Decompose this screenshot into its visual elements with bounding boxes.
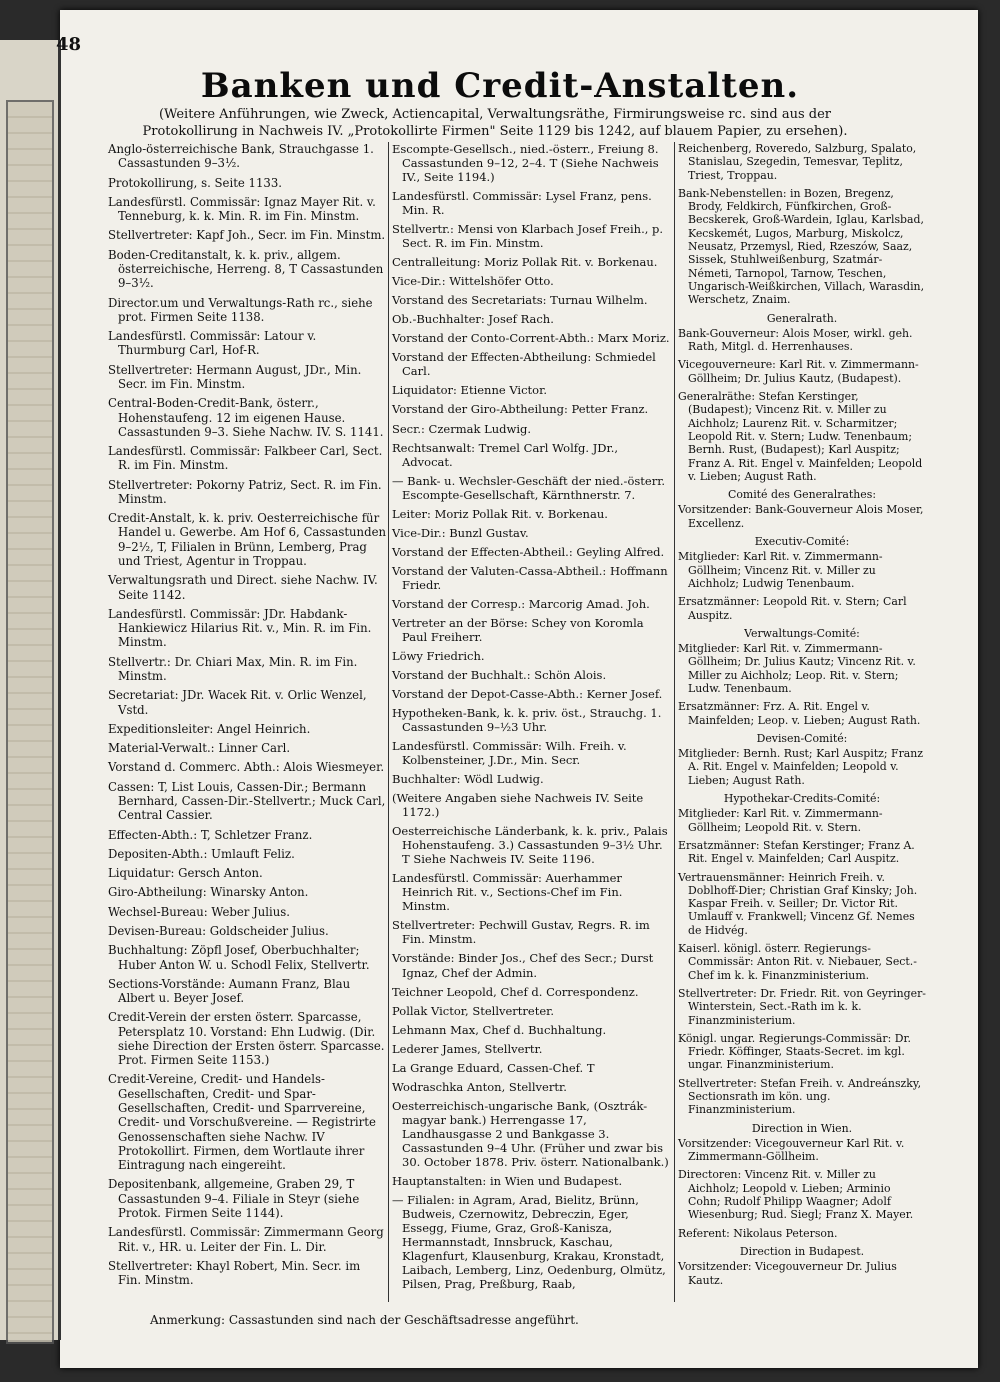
- entry-text: Vorstand d. Commerc. Abth.: Alois Wiesmeyer.: [108, 760, 385, 775]
- entry-text: Cassen: T, List Louis, Cassen-Dir.; Bermann Bernhard, Cassen-Dir.-Stellvertr.; Muck Carl, Central Cassier.: [108, 779, 386, 823]
- entry-text: Credit-Vereine, Credit- und Handels-Gesellschaften, Credit- und Spar-Gesellschaften, Credit- und Sparrvereine, Credit- und Vorschußvereine. — Registrirte Genossenschaften siehe Nachw. IV Protokollirt. Firmen, dem Wortlaute ihrer Eintragung nach eingereiht.: [108, 1072, 376, 1173]
- entry-text: Löwy Friedrich.: [392, 648, 485, 663]
- entry-text: Vorstand der Conto-Corrent-Abth.: Marx Moriz.: [392, 331, 670, 346]
- entry-text: Vorstand der Buchhalt.: Schön Alois.: [392, 667, 607, 682]
- entry-text: Rechtsanwalt: Tremel Carl Wolfg. JDr., Advocat.: [392, 440, 619, 469]
- page-title: Banken und Credit-Anstalten.: [200, 66, 800, 106]
- entry-text: Director.um und Verwaltungs-Rath rc., siehe prot. Firmen Seite 1138.: [108, 295, 373, 324]
- entry-text: Königl. ungar. Regierungs-Commissär: Dr. Friedr. Köffinger, Staats-Secret. im kgl. ungar. Finanzministerium.: [678, 1031, 911, 1072]
- entry-text: Stellvertreter: Kapf Joh., Secr. im Fin. Minstm.: [108, 228, 386, 243]
- entry-text: Teichner Leopold, Chef d. Correspondenz.: [392, 984, 639, 999]
- entry-text: Generalrath.: [766, 311, 838, 325]
- entry-text: Vorsitzender: Bank-Gouverneur Alois Moser, Excellenz.: [678, 503, 924, 530]
- entry-text: Liquidator: Etienne Victor.: [392, 383, 547, 398]
- entry-text: Vorstand des Secretariats: Turnau Wilhelm.: [392, 293, 648, 308]
- entry-text: Landesfürstl. Commissär: Wilh. Freih. v. Kolbensteiner, J.Dr., Min. Secr.: [392, 739, 627, 768]
- entry-text: Stellvertr.: Dr. Chiari Max, Min. R. im Fin. Minstm.: [108, 654, 358, 683]
- entry-text: Verwaltungs-Comité:: [744, 626, 860, 640]
- entry-text: Giro-Abtheilung: Winarsky Anton.: [108, 885, 309, 900]
- entry-text: — Bank- u. Wechsler-Geschäft der nied.-österr. Escompte-Gesellschaft, Kärnthnerstr. 7.: [392, 473, 666, 502]
- page-number: 48: [56, 34, 82, 55]
- entry-text: Pollak Victor, Stellvertreter.: [392, 1003, 555, 1018]
- entry-text: Protokollirung, s. Seite 1133.: [108, 175, 282, 190]
- column-divider: [388, 142, 389, 1302]
- entry-text: Vorstand der Corresp.: Marcorig Amad. Joh.: [392, 596, 650, 611]
- entry-text: Ersatzmänner: Frz. A. Rit. Engel v. Mainfelden; Leop. v. Lieben; August Rath.: [678, 700, 921, 727]
- entry-text: Vorsitzender: Vicegouverneur Karl Rit. v. Zimmermann-Göllheim.: [678, 1136, 905, 1164]
- entry-text: Depositen-Abth.: Umlauft Feliz.: [108, 846, 295, 861]
- column-left: [108, 142, 386, 1292]
- entry-text: Executiv-Comité:: [754, 535, 850, 549]
- entry-text: Direction in Wien.: [751, 1121, 853, 1135]
- column-divider: [674, 142, 675, 1302]
- entry-text: Landesfürstl. Commissär: Falkbeer Carl, Sect. R. im Fin. Minstm.: [108, 444, 383, 473]
- entry-text: Landesfürstl. Commissär: Ignaz Mayer Rit. v. Tenneburg, k. k. Min. R. im Fin. Minstm.: [108, 194, 376, 224]
- entry-text: Vertreter an der Börse: Schey von Koromla Paul Freiherr.: [392, 615, 644, 644]
- entry-text: Central-Boden-Credit-Bank, österr., Hohenstaufeng. 12 im eigenen Hause. Cassastunden 9–3. Siehe Nachw. IV. S. 1141.: [108, 396, 384, 439]
- entry-text: Mitglieder: Bernh. Rust; Karl Auspitz; Franz A. Rit. Engel v. Mainfelden; Leopold v. Lieben; August Rath.: [678, 747, 924, 787]
- entry-text: Vorstände: Binder Jos., Chef des Secr.; Durst Ignaz, Chef der Admin.: [392, 951, 654, 980]
- entry-text: Mitglieder: Karl Rit. v. Zimmermann-Göllheim; Vincenz Rit. v. Miller zu Aichholz; Ludwig Tenenbaum.: [678, 550, 883, 590]
- entry-text: Oesterreichisch-ungarische Bank, (Osztrák-magyar bank.) Herrengasse 17, Landhausgasse 2 und Bankgasse 3. Cassastunden 9–4 Uhr. (Früher und zwar bis 30. October 1878. Priv. österr. Nationalbank.): [392, 1098, 669, 1169]
- entry-text: Liquidatur: Gersch Anton.: [108, 866, 263, 881]
- entry-text: Reichenberg, Roveredo, Salzburg, Spalato, Stanislau, Szegedin, Temesvar, Teplitz, Triest, Troppau.: [678, 142, 917, 182]
- intro-note: (Weitere Anführungen, wie Zweck, Actiencapital, Verwaltungsräthe, Firmirungsweise rc. sind aus der Protokollirung in Nachweis IV. „Protokollirte Firmen" Seite 1129 bis 1242, auf blauem Papier, zu ersehen).: [142, 107, 848, 139]
- entry-text: Vorstand der Giro-Abtheilung: Petter Franz.: [392, 402, 649, 417]
- entry-text: Stellvertreter: Stefan Freih. v. Andreánszky, Sectionsrath im kön. ung. Finanzministerium.: [678, 1076, 922, 1117]
- entry-text: Mitglieder: Karl Rit. v. Zimmermann-Göllheim; Dr. Julius Kautz; Vincenz Rit. v. Miller zu Aichholz; Leop. Rit. v. Stern; Ludw. Tenenbaum.: [678, 642, 916, 695]
- entry-text: Buchhalter: Wödl Ludwig.: [392, 772, 544, 787]
- entry-text: Lehmann Max, Chef d. Buchhaltung.: [392, 1022, 607, 1037]
- entry-text: Secretariat: JDr. Wacek Rit. v. Orlic Wenzel, Vstd.: [108, 688, 367, 717]
- entry-text: Vicegouverneure: Karl Rit. v. Zimmermann-Göllheim; Dr. Julius Kautz, (Budapest).: [678, 358, 919, 385]
- entry-text: Hypothekar-Credits-Comité:: [723, 792, 881, 806]
- entry-text: La Grange Eduard, Cassen-Chef. T: [392, 1060, 595, 1075]
- entry-text: Vice-Dir.: Wittelshöfer Otto.: [392, 274, 554, 289]
- entry-text: Effecten-Abth.: T, Schletzer Franz.: [108, 827, 313, 842]
- book-binding: [0, 40, 61, 1340]
- entry-text: Centralleitung: Moriz Pollak Rit. v. Borkenau.: [392, 255, 658, 270]
- entry-text: Buchhaltung: Zöpfl Josef, Oberbuchhalter; Huber Anton W. u. Schodl Felix, Stellvertr.: [108, 943, 370, 972]
- entry-text: Verwaltungsrath und Direct. siehe Nachw. IV. Seite 1142.: [108, 573, 378, 602]
- entry-text: Secr.: Czermak Ludwig.: [392, 421, 532, 436]
- entry-text: Generalräthe: Stefan Kerstinger, (Budapest); Vincenz Rit. v. Miller zu Aichholz; Laurenz Rit. v. Scharmitzer; Leopold Rit. v. Stern; Ludw. Tenenbaum; Bernh. Rust, (Budapest); Karl Auspitz; Franz A. Rit. Engel v. Mainfelden; Leopold v. Lieben; August Rath.: [678, 390, 923, 483]
- entry-text: Landesfürstl. Commissär: Zimmermann Georg Rit. v., HR. u. Leiter der Fin. L. Dir.: [108, 1225, 384, 1254]
- entry-text: Credit-Verein der ersten österr. Sparcasse, Petersplatz 10. Vorstand: Ehn Ludwig. (Dir. siehe Direction der Ersten österr. Sparcasse. Prot. Firmen Seite 1153.): [108, 1010, 385, 1068]
- entry-text: Oesterreichische Länderbank, k. k. priv., Palais Hohenstaufeng. 3.) Cassastunden 9–3½ Uhr. T Siehe Nachweis IV. Seite 1196.: [392, 824, 668, 867]
- entry-text: Directoren: Vincenz Rit. v. Miller zu Aichholz; Leopold v. Lieben; Arminio Cohn; Rudolf Philipp Waagner; Adolf Wiesenburg; Rud. Siegl; Franz X. Mayer.: [678, 1168, 914, 1222]
- entry-text: Ob.-Buchhalter: Josef Rach.: [392, 312, 554, 327]
- entry-text: Bank-Gouverneur: Alois Moser, wirkl. geh. Rath, Mitgl. d. Herrenhauses.: [678, 326, 913, 354]
- entry-text: Landesfürstl. Commissär: Lysel Franz, pens. Min. R.: [392, 189, 652, 218]
- entry-text: Stellvertreter: Pokorny Patriz, Sect. R. im Fin. Minstm.: [108, 477, 382, 506]
- entry-text: Hypotheken-Bank, k. k. priv. öst., Strauchg. 1. Cassastunden 9–½3 Uhr.: [392, 706, 662, 735]
- entry-text: — Filialen: in Agram, Arad, Bielitz, Brünn, Budweis, Czernowitz, Debreczin, Eger, Essegg, Fiume, Graz, Groß-Kanisza, Hermannstadt, Innsbruck, Kaschau, Klagenfurt, Klausenburg, Krakau, Kronstadt, Laibach, Lemberg, Linz, Oedenburg, Olmütz, Pilsen, Prag, Preßburg, Raab,: [392, 1192, 666, 1292]
- footnote: Anmerkung: Cassastunden sind nach der Geschäftsadresse angeführt.: [150, 1313, 579, 1327]
- entry-text: Vorstand der Effecten-Abtheilung: Schmiedel Carl.: [392, 350, 656, 379]
- entry-text: Devisen-Bureau: Goldscheider Julius.: [108, 923, 329, 938]
- entry-text: Vice-Dir.: Bunzl Gustav.: [392, 525, 529, 540]
- entry-text: Landesfürstl. Commissär: Auerhammer Heinrich Rit. v., Sections-Chef im Fin. Minstm.: [392, 871, 623, 914]
- column-middle: [392, 142, 672, 1296]
- entry-text: Wodraschka Anton, Stellvertr.: [392, 1079, 567, 1094]
- entry-text: Ersatzmänner: Stefan Kerstinger; Franz A. Rit. Engel v. Mainfelden; Carl Auspitz.: [678, 838, 915, 866]
- entry-text: Leiter: Moriz Pollak Rit. v. Borkenau.: [392, 506, 608, 521]
- entry-text: Stellvertreter: Dr. Friedr. Rit. von Geyringer-Winterstein, Sect.-Rath im k. k. Finanzministerium.: [678, 986, 926, 1027]
- column-right: [678, 142, 926, 1292]
- entry-text: Escompte-Gesellsch., nied.-österr., Freiung 8. Cassastunden 9–12, 2–4. T (Siehe Nachweis IV., Seite 1194.): [392, 142, 659, 185]
- entry-text: (Weitere Angaben siehe Nachweis IV. Seite 1172.): [392, 791, 644, 820]
- entry-text: Material-Verwalt.: Linner Carl.: [108, 741, 291, 756]
- entry-text: Anglo-österreichische Bank, Strauchgasse 1. Cassastunden 9–3½.: [108, 142, 374, 171]
- entry-text: Wechsel-Bureau: Weber Julius.: [108, 904, 291, 919]
- entry-text: Boden-Creditanstalt, k. k. priv., allgem. österreichische, Herreng. 8, T Cassastunden 9–3½.: [108, 247, 384, 291]
- entry-text: Mitglieder: Karl Rit. v. Zimmermann-Göllheim; Leopold Rit. v. Stern.: [678, 807, 883, 834]
- entry-text: Vorstand der Depot-Casse-Abth.: Kerner Josef.: [392, 686, 663, 701]
- entry-text: Hauptanstalten: in Wien und Budapest.: [392, 1173, 623, 1188]
- entry-text: Direction in Budapest.: [739, 1244, 865, 1258]
- entry-text: Stellvertreter: Hermann August, JDr., Min. Secr. im Fin. Minstm.: [108, 362, 362, 391]
- entry-text: Landesfürstl. Commissär: Latour v. Thurmburg Carl, Hof-R.: [108, 329, 317, 358]
- entry-text: Vorstand der Valuten-Cassa-Abtheil.: Hoffmann Friedr.: [392, 563, 668, 592]
- entry-text: Devisen-Comité:: [756, 731, 848, 745]
- entry-text: Depositenbank, allgemeine, Graben 29, T Cassastunden 9–4. Filiale in Steyr (siehe Protok. Firmen Seite 1144).: [108, 1177, 360, 1220]
- entry-text: Stellvertreter: Pechwill Gustav, Regrs. R. im Fin. Minstm.: [392, 918, 650, 947]
- entry-text: Ersatzmänner: Leopold Rit. v. Stern; Carl Auspitz.: [678, 595, 907, 622]
- entry-text: Vorsitzender: Vicegouverneur Dr. Julius Kautz.: [678, 1260, 897, 1287]
- entry-text: Vertrauensmänner: Heinrich Freih. v. Doblhoff-Dier; Christian Graf Kinsky; Joh. Kaspar Freih. v. Seiller; Dr. Victor Rit. Umlauff v. Frankwell; Vincenz Gf. Nemes de Hidvég.: [678, 870, 918, 937]
- entry-text: Expeditionsleiter: Angel Heinrich.: [108, 721, 311, 736]
- entry-text: Vorstand der Effecten-Abtheil.: Geyling Alfred.: [392, 544, 665, 559]
- entry-text: Stellvertr.: Mensi von Klarbach Josef Freih., p. Sect. R. im Fin. Minstm.: [392, 222, 664, 251]
- entry-text: Bank-Nebenstellen: in Bozen, Bregenz, Brody, Feldkirch, Fünfkirchen, Groß-Becskerek, Groß-Wardein, Iglau, Karlsbad, Kecskemét, Lugos, Marburg, Miskolcz, Neusatz, Przemysl, Ried, Rzeszów, Saaz, Sissek, Stuhlweißenburg, Szatmár-Németi, Tarnopol, Tarnow, Teschen, Ungarisch-Weißkirchen, Villach, Warasdin, Werschetz, Znaim.: [678, 186, 925, 307]
- entry-text: Stellvertreter: Khayl Robert, Min. Secr. im Fin. Minstm.: [108, 1258, 361, 1288]
- entry-text: Sections-Vorstände: Aumann Franz, Blau Albert u. Beyer Josef.: [108, 976, 351, 1006]
- spine-ornament-icon: [6, 100, 54, 1344]
- entry-text: Referent: Nikolaus Peterson.: [678, 1226, 838, 1240]
- entry-text: Kaiserl. königl. österr. Regierungs-Commissär: Anton Rit. v. Niebauer, Sect.-Chef im k. k. Finanzministerium.: [678, 942, 917, 982]
- entry-text: Landesfürstl. Commissär: JDr. Habdank-Hankiewicz Hilarius Rit. v., Min. R. im Fin. Minstm.: [108, 606, 372, 650]
- entry-text: Lederer James, Stellvertr.: [392, 1041, 543, 1056]
- entry-text: Comité des Generalrathes:: [727, 488, 877, 502]
- entry-text: Credit-Anstalt, k. k. priv. Oesterreichische für Handel u. Gewerbe. Am Hof 6, Cassastunden 9–2½, T, Filialen in Brünn, Lemberg, Prag und Triest, Agentur in Troppau.: [108, 511, 387, 569]
